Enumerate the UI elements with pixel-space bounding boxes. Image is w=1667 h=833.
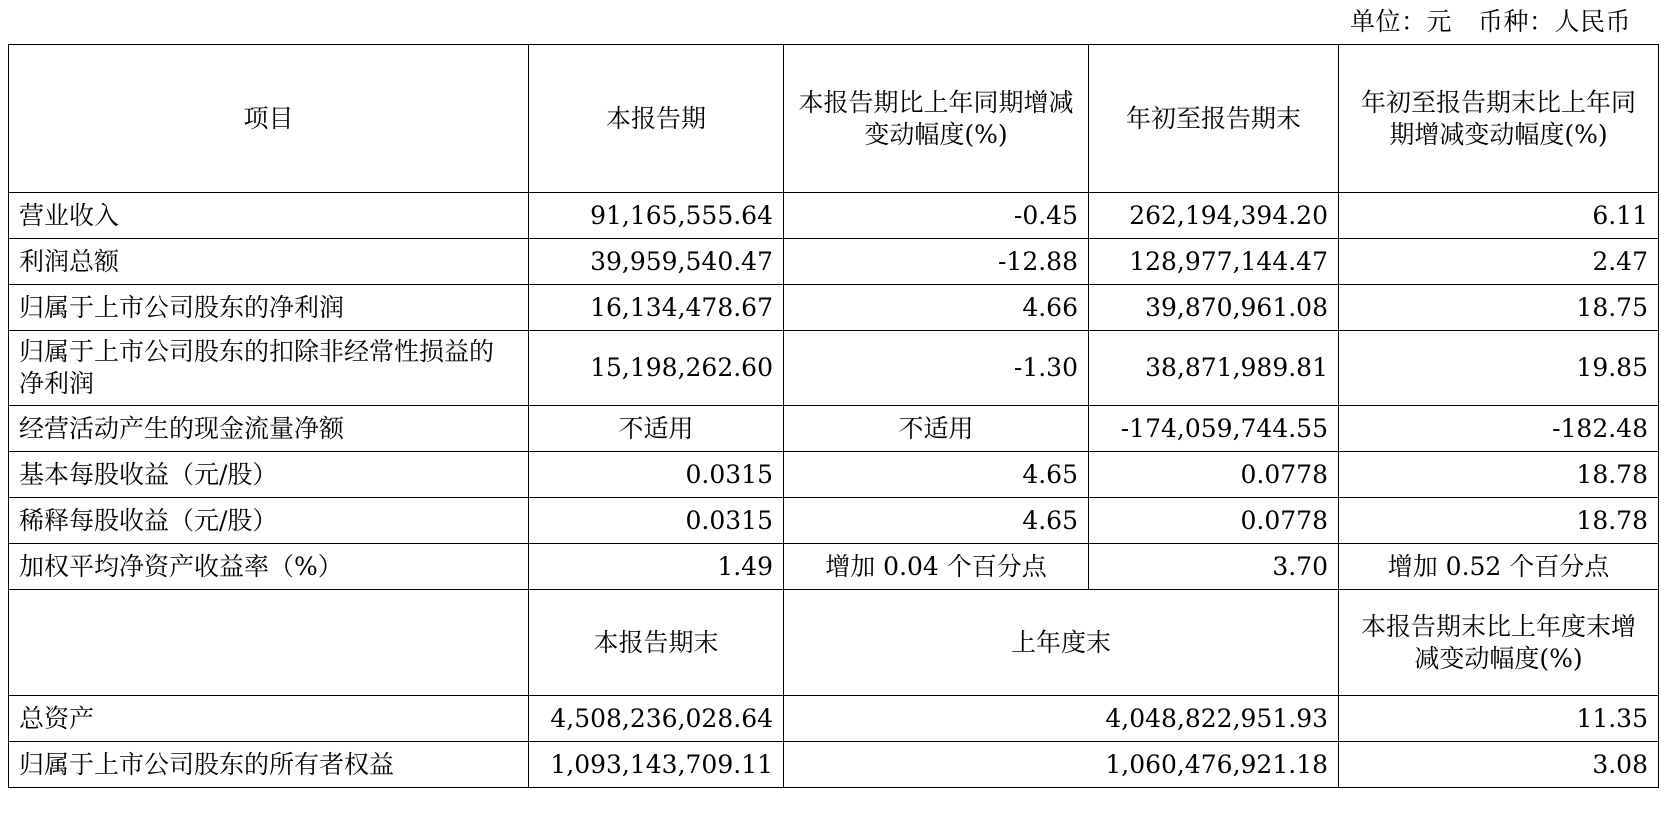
row-ytd-change: 6.11 xyxy=(1339,193,1659,239)
row2-change: 11.35 xyxy=(1339,696,1659,742)
header-ytd-change: 年初至报告期末比上年同期增减变动幅度(%) xyxy=(1339,45,1659,193)
row2-period-end: 4,508,236,028.64 xyxy=(529,696,784,742)
row-ytd-change: 2.47 xyxy=(1339,239,1659,285)
row-period: 16,134,478.67 xyxy=(529,285,784,331)
row-item: 利润总额 xyxy=(9,239,529,285)
row-period-change: 4.65 xyxy=(784,452,1089,498)
row2-last-year-end: 1,060,476,921.18 xyxy=(784,742,1339,788)
table-header-row-2 xyxy=(9,590,1659,696)
row-ytd: 128,977,144.47 xyxy=(1089,239,1339,285)
table-row xyxy=(9,498,1659,544)
row-ytd: 262,194,394.20 xyxy=(1089,193,1339,239)
row-ytd-change: 18.78 xyxy=(1339,452,1659,498)
table-row xyxy=(9,193,1659,239)
row-period-change: 不适用 xyxy=(784,406,1089,452)
row-item: 营业收入 xyxy=(9,193,529,239)
row-ytd: -174,059,744.55 xyxy=(1089,406,1339,452)
table-row xyxy=(9,452,1659,498)
header2-item xyxy=(9,590,529,696)
row-period: 91,165,555.64 xyxy=(529,193,784,239)
row-period: 39,959,540.47 xyxy=(529,239,784,285)
row-ytd: 38,871,989.81 xyxy=(1089,331,1339,406)
row-item: 基本每股收益（元/股） xyxy=(9,452,529,498)
row-period-change: 增加 0.04 个百分点 xyxy=(784,544,1089,590)
row-period-change: 4.65 xyxy=(784,498,1089,544)
header-period: 本报告期 xyxy=(529,45,784,193)
financial-summary-table xyxy=(8,44,1659,788)
row-item: 归属于上市公司股东的扣除非经常性损益的净利润 xyxy=(9,331,529,406)
row-period-change: -1.30 xyxy=(784,331,1089,406)
table-row xyxy=(9,331,1659,406)
currency-note: 币种：人民币 xyxy=(1477,7,1631,36)
row2-item: 总资产 xyxy=(9,696,529,742)
row2-period-end: 1,093,143,709.11 xyxy=(529,742,784,788)
row2-change: 3.08 xyxy=(1339,742,1659,788)
row2-last-year-end: 4,048,822,951.93 xyxy=(784,696,1339,742)
unit-currency-note xyxy=(8,0,1659,44)
header2-period-end: 本报告期末 xyxy=(529,590,784,696)
row-ytd: 0.0778 xyxy=(1089,452,1339,498)
row-period: 15,198,262.60 xyxy=(529,331,784,406)
unit-note: 单位：元 xyxy=(1349,7,1452,36)
table-row xyxy=(9,239,1659,285)
row-ytd-change: 18.78 xyxy=(1339,498,1659,544)
row-item: 加权平均净资产收益率（%） xyxy=(9,544,529,590)
header-period-change: 本报告期比上年同期增减变动幅度(%) xyxy=(784,45,1089,193)
row2-item: 归属于上市公司股东的所有者权益 xyxy=(9,742,529,788)
row-ytd-change: 增加 0.52 个百分点 xyxy=(1339,544,1659,590)
row-period-change: -0.45 xyxy=(784,193,1089,239)
row-period: 0.0315 xyxy=(529,498,784,544)
table-row xyxy=(9,696,1659,742)
row-ytd: 0.0778 xyxy=(1089,498,1339,544)
table-row xyxy=(9,406,1659,452)
row-item: 归属于上市公司股东的净利润 xyxy=(9,285,529,331)
table-header-row xyxy=(9,45,1659,193)
row-ytd-change: -182.48 xyxy=(1339,406,1659,452)
table-row xyxy=(9,544,1659,590)
header-item: 项目 xyxy=(9,45,529,193)
row-period-change: 4.66 xyxy=(784,285,1089,331)
row-ytd: 3.70 xyxy=(1089,544,1339,590)
row-ytd-change: 19.85 xyxy=(1339,331,1659,406)
row-ytd: 39,870,961.08 xyxy=(1089,285,1339,331)
table-row xyxy=(9,285,1659,331)
row-item: 稀释每股收益（元/股） xyxy=(9,498,529,544)
row-period: 不适用 xyxy=(529,406,784,452)
row-ytd-change: 18.75 xyxy=(1339,285,1659,331)
table-row xyxy=(9,742,1659,788)
header2-last-year-end: 上年度末 xyxy=(784,590,1339,696)
row-item: 经营活动产生的现金流量净额 xyxy=(9,406,529,452)
header-ytd: 年初至报告期末 xyxy=(1089,45,1339,193)
row-period: 1.49 xyxy=(529,544,784,590)
row-period: 0.0315 xyxy=(529,452,784,498)
row-period-change: -12.88 xyxy=(784,239,1089,285)
header2-change: 本报告期末比上年度末增减变动幅度(%) xyxy=(1339,590,1659,696)
